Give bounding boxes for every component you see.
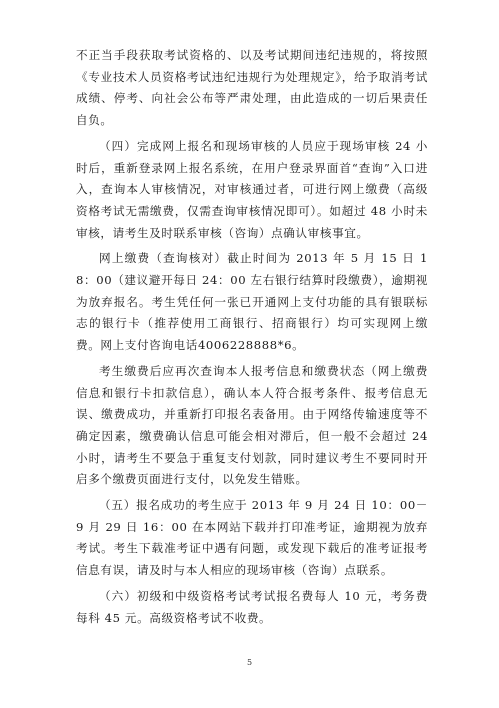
document-body	[76, 45, 428, 633]
paragraph-payment-check: 考生缴费后应再次查询本人报考信息和缴费状态（网上缴费信息和银行卡扣款信息），确认本人符合报考条件、报考信息无误、缴费成功，并重新打印报名表备用。由于网络传输速度等不确定因素，缴费确认信息可能会相对滞后，但一般不会超过 24 小时，请考生不要急于重复支付划款，同时建议考生不要同时开启多个缴费页面进行支付，以免发生错账。	[76, 363, 428, 487]
paragraph-section-4: （四）完成网上报名和现场审核的人员应于现场审核 24 小时后，重新登录网上报名系统，在用户登录界面首“查询”入口进入，查询本人审核情况，对审核通过者，可进行网上缴费（高级资格考试无需缴费，仅需查询审核情况即可）。如超过 48 小时未审核，请考生及时联系审核（咨询）点确认审核事宜。	[76, 138, 428, 240]
paragraph-section-6: （六）初级和中级资格考试考试报名费每人 10 元，考务费每科 45 元。高级资格考试不收费。	[76, 588, 428, 625]
paragraph-section-5: （五）报名成功的考生应于 2013 年 9 月 24 日 10：00－9 月 29 日 16：00 在本网站下载并打印准考证，逾期视为放弃考试。考生下载准考证中遇有问题，或发现下载后的准考证报考信息有误，请及时与本人相应的现场审核（咨询）点联系。	[76, 498, 428, 578]
paragraph-continuation: 不正当手段获取考试资格的、以及考试期间违纪违规的，将按照《专业技术人员资格考试违纪违规行为处理规定》，给予取消考试成绩、停考、向社会公布等严肃处理，由此造成的一切后果责任自负。	[76, 48, 428, 128]
paragraph-online-payment: 网上缴费（查询核对）截止时间为 2013 年 5 月 15 日 18：00（建议避开每日 24：00 左右银行结算时段缴费），逾期视为放弃报名。考生凭任何一张已开通网上支付功能的具有银联标志的银行卡（推荐使用工商银行、招商银行）均可实现网上缴费。网上支付咨询电话4006228888*6。	[76, 251, 428, 353]
page-number: 5	[246, 658, 253, 667]
